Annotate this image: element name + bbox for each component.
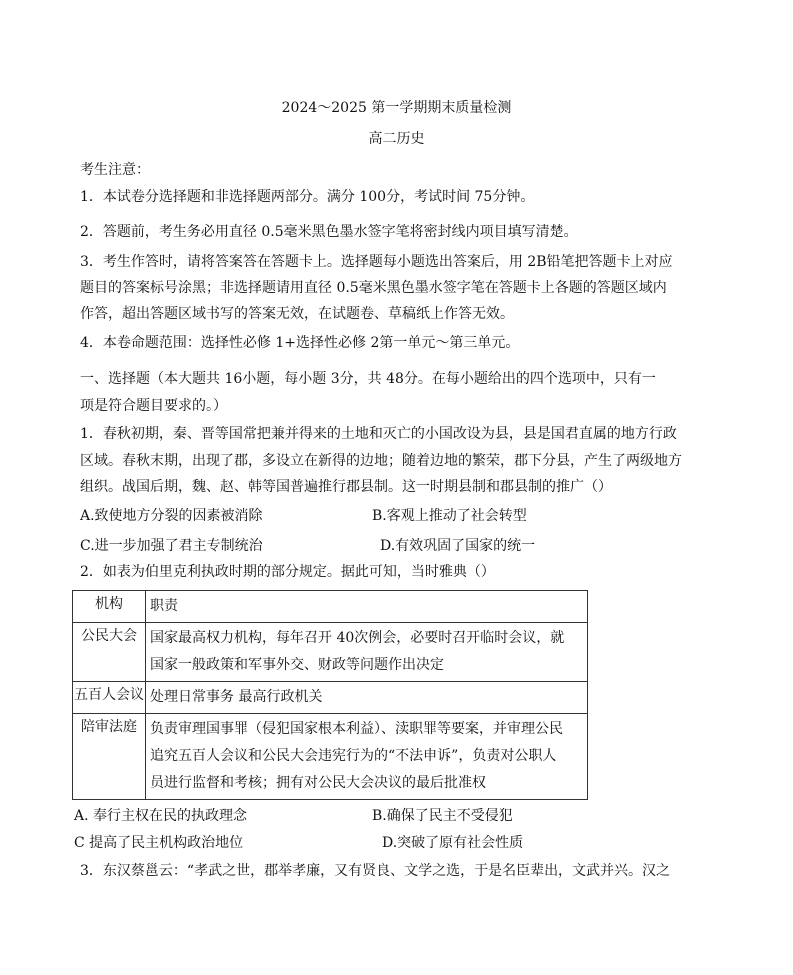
notice-heading: 考生注意：: [80, 162, 150, 178]
section-heading-cont: 项是符合题目要求的。）: [80, 398, 227, 414]
table-cell-org: 五百人会议: [73, 682, 146, 714]
q2-option-d: D.突破了原有社会性质: [382, 835, 524, 851]
table-row: [73, 623, 588, 682]
duty-line: 国家最高权力机构，每年召开 40次例会，必要时召开临时会议，就: [150, 630, 565, 646]
q2-option-c: C 提高了民主机构政治地位: [74, 835, 244, 851]
question-1-line: 组织。战国后期，魏、赵、韩等国普遍推行郡县制。这一时期县制和郡县制的推广（）: [80, 479, 612, 495]
table-header-row: [73, 591, 588, 623]
notice-item: 作答，超出答题区域书写的答案无效，在试题卷、草稿纸上作答无效。: [80, 306, 514, 322]
q1-option-b: B.客观上推动了社会转型: [372, 508, 527, 524]
q2-option-a: A. 奉行主权在民的执政理念: [74, 808, 248, 824]
duty-line: 国家一般政策和军事外交、财政等问题作出决定: [150, 657, 444, 673]
duty-line: 员进行监督和考核；拥有对公民大会决议的最后批准权: [150, 775, 486, 791]
notice-item: 3．考生作答时，请将答案答在答题卡上。选择题每小题选出答案后，用 2B铅笔把答题卡上对应: [80, 254, 673, 270]
table-cell-duty: [146, 623, 588, 682]
section-heading: 一、选择题（本大题共 16小题，每小题 3分，共 48分。在每小题给出的四个选项中，只有一: [80, 371, 656, 387]
q1-option-c: C.进一步加强了君主专制统治: [80, 538, 263, 554]
exam-title: 2024～2025 第一学期期末质量检测: [281, 100, 512, 116]
table-row: [73, 682, 588, 714]
table-cell-duty: [146, 682, 588, 714]
duty-line: 处理日常事务 最高行政机关: [150, 689, 323, 705]
q1-option-a: A.致使地方分裂的因素被消除: [80, 508, 263, 524]
table-row: [73, 714, 588, 800]
notice-item: 1．本试卷分选择题和非选择题两部分。满分 100分，考试时间 75分钟。: [80, 189, 535, 205]
question-1-line: 区域。春秋末期，出现了郡，多设立在新得的边地；随着边地的繁荣，郡下分县，产生了两级地方: [80, 453, 682, 469]
table-header-duty: 职责: [146, 591, 588, 623]
question-1-line: 1．春秋初期，秦、晋等国常把兼并得来的土地和灭亡的小国改设为县，县是国君直属的地方行政: [80, 426, 677, 442]
subject-title: 高二历史: [368, 131, 425, 147]
duty-line: 追究五百人会议和公民大会违宪行为的“不法申诉”，负责对公职人: [150, 748, 557, 764]
q1-option-d: D.有效巩固了国家的统一: [380, 538, 536, 554]
table-cell-org: 陪审法庭: [73, 714, 146, 800]
notice-item: 4．本卷命题范围：选择性必修 1+选择性必修 2第一单元～第三单元。: [80, 335, 520, 351]
table-cell-duty: [146, 714, 588, 800]
question-2-stem: 2．如表为伯里克利执政时期的部分规定。据此可知，当时雅典（）: [80, 564, 495, 580]
table-header-org: 机构: [73, 591, 146, 623]
table-cell-org: 公民大会: [73, 623, 146, 682]
notice-item: 题目的答案标号涂黑；非选择题请用直径 0.5毫米黑色墨水签字笔在答题卡上各题的答题区域内: [80, 280, 667, 296]
duty-line: 负责审理国事罪（侵犯国家根本利益）、渎职罪等要案，并审理公民: [150, 721, 563, 737]
question-3-line: 3．东汉蔡邕云：“孝武之世，郡举孝廉，又有贤良、文学之选，于是名臣辈出，文武并兴。汉之: [80, 863, 671, 879]
rules-table: [72, 590, 588, 800]
q2-option-b: B.确保了民主不受侵犯: [372, 808, 513, 824]
notice-item: 2．答题前，考生务必用直径 0.5毫米黑色墨水签字笔将密封线内项目填写清楚。: [80, 224, 578, 240]
